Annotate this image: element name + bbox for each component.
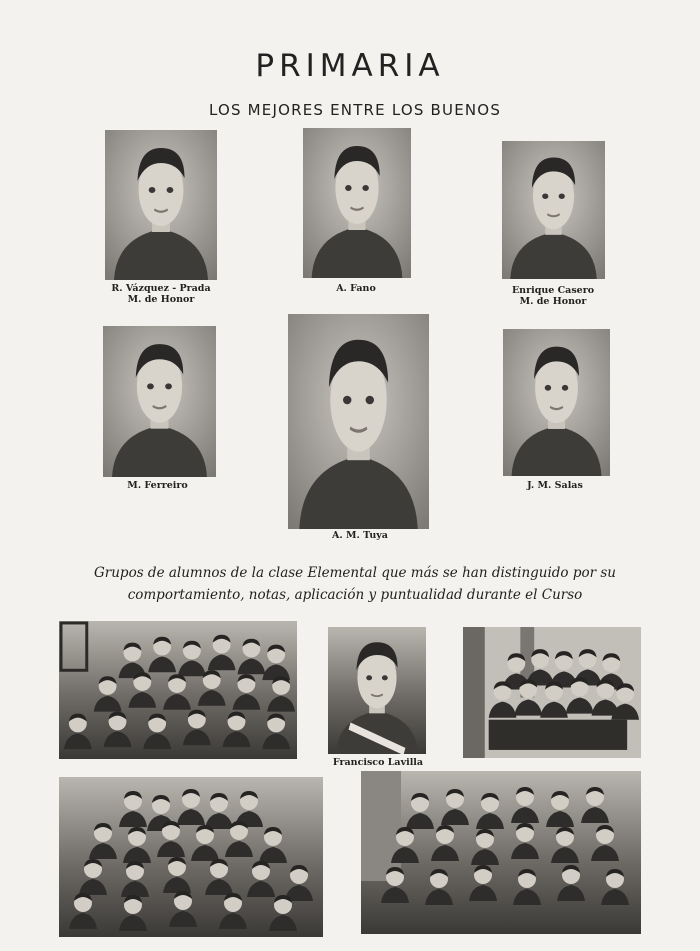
portrait-caption-ferreiro (100, 480, 215, 491)
portrait-name: M. Ferreiro (127, 480, 188, 491)
groups-intro-line-2: comportamiento, notas, aplicación y puntualidad durante el Curso (127, 587, 583, 603)
groups-intro-text (60, 562, 650, 606)
group-photo-featured-lavilla (328, 627, 426, 754)
portrait-honor: M. de Honor (519, 296, 587, 307)
page-title: PRIMARIA (255, 48, 445, 84)
groups-intro-line-1: Grupos de alumnos de la clase Elemental que más se han distinguido por su (94, 565, 616, 581)
portrait-caption-vazquez-prada (90, 283, 232, 305)
portrait-honor: M. de Honor (127, 294, 195, 305)
group-photo-bottom-left (59, 777, 323, 937)
portrait-name: Enrique Casero (511, 285, 595, 296)
portrait-photo-fano (303, 128, 411, 278)
portrait-photo-vazquez-prada (105, 130, 217, 280)
portrait-name: J. M. Salas (527, 480, 583, 491)
portrait-photo-ferreiro (103, 326, 216, 477)
portrait-caption-tuya (290, 530, 430, 541)
page-subtitle: LOS MEJORES ENTRE LOS BUENOS (208, 101, 502, 119)
portrait-photo-tuya (288, 314, 429, 529)
portrait-caption-salas (495, 480, 615, 491)
portrait-caption-casero (488, 285, 618, 307)
group-photo-bottom-right (361, 771, 641, 934)
portrait-name: A. M. Tuya (332, 530, 388, 541)
portrait-name: A. Fano (336, 283, 376, 294)
portrait-photo-salas (503, 329, 610, 476)
group-photo-top-right (463, 627, 641, 758)
featured-name: Francisco Lavilla (332, 757, 424, 768)
portrait-name: R. Vázquez - Prada (111, 283, 211, 294)
portrait-photo-casero (502, 141, 605, 279)
group-photo-top-left (59, 621, 297, 759)
portrait-caption-fano (300, 283, 412, 294)
featured-caption-lavilla (320, 757, 436, 768)
